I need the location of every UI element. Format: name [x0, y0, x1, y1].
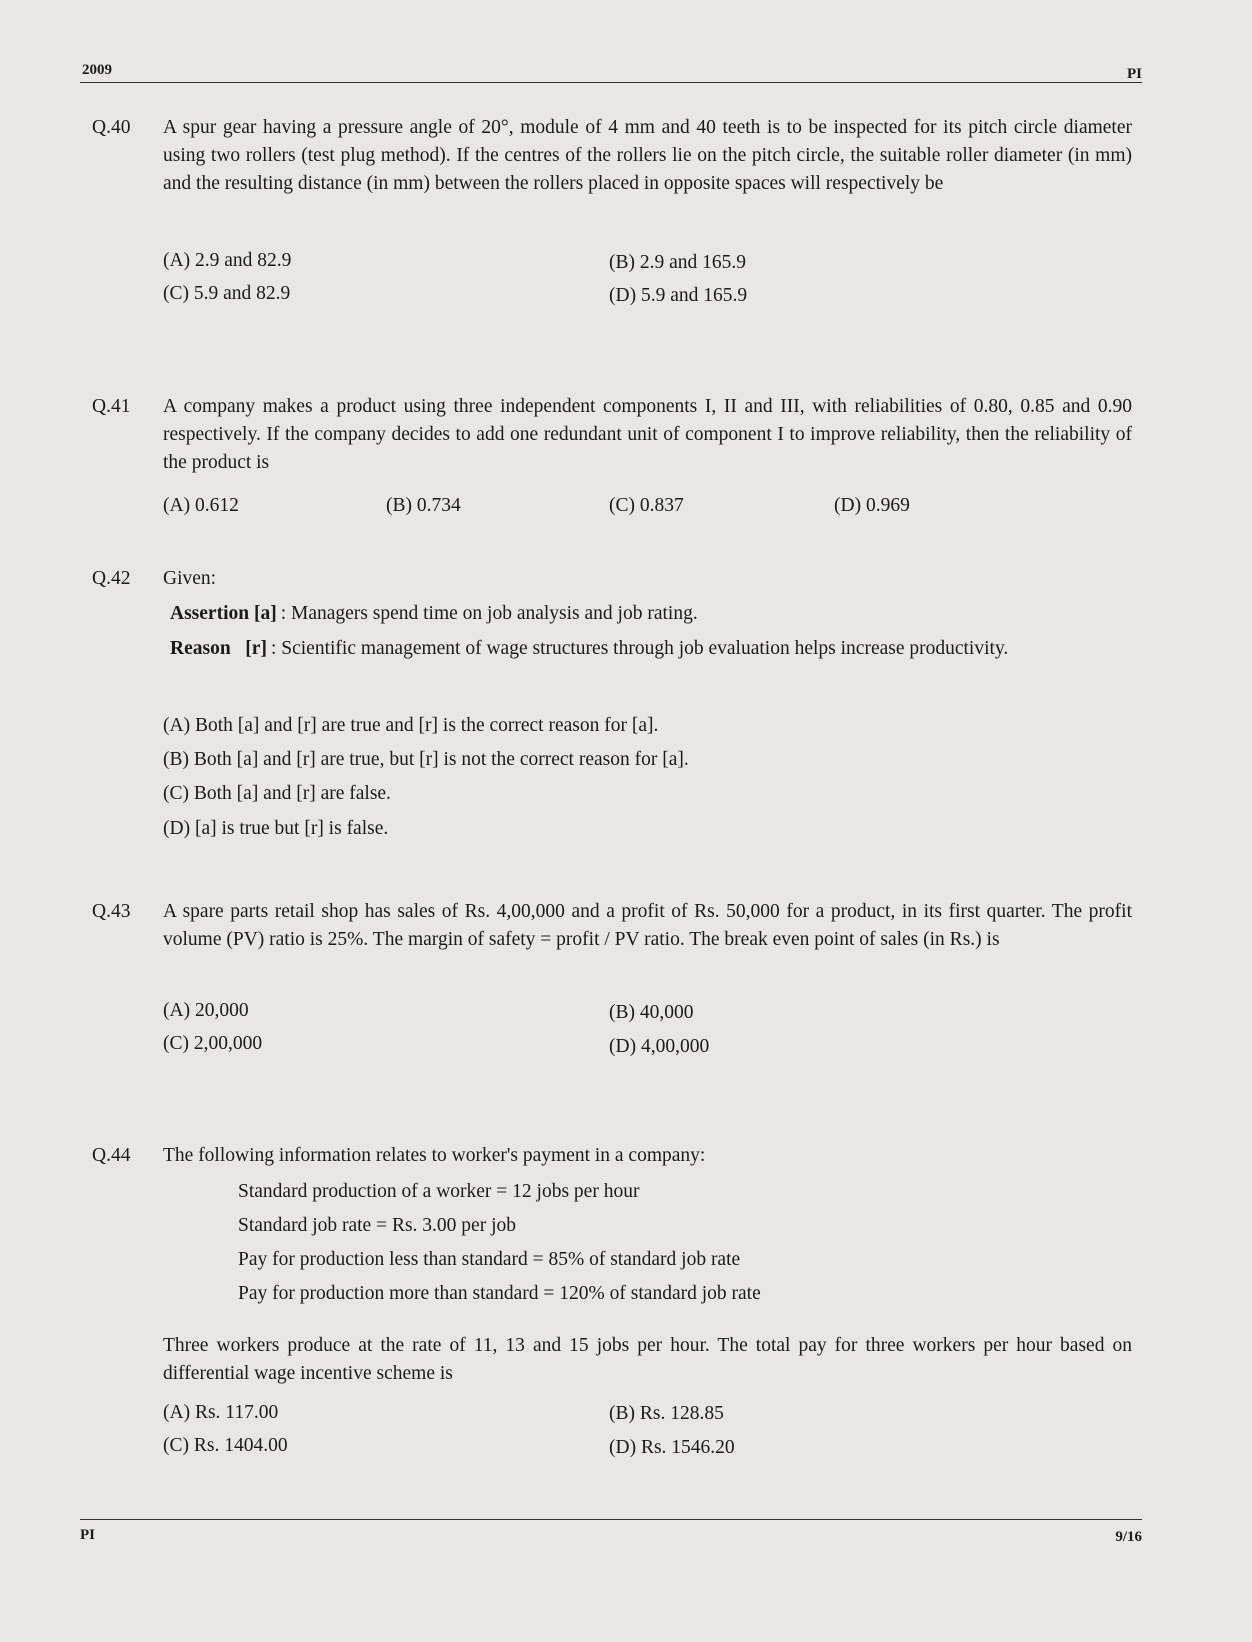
- footer-rule: [80, 1519, 1142, 1520]
- assertion-label: Assertion [a]: [170, 603, 277, 624]
- question-text: A company makes a product using three independent components I, II and III, with reliabilities of 0.80, 0.85 and 0.90 respectively. If the company decides to add one redundant unit of component I to improve reliability, then the reliability of the product is: [163, 396, 1132, 473]
- question-44-facts: [92, 1178, 1132, 1308]
- question-number: Q.42: [92, 568, 131, 589]
- question-text: Given:: [163, 568, 217, 589]
- question-41: [92, 393, 1132, 477]
- question-text: Three workers produce at the rate of 11, 13 and 15 jobs per hour. The total pay for three workers per hour based on differential wage incentive scheme is: [163, 1335, 1132, 1384]
- option-c: (C) Rs. 1404.00: [163, 1435, 288, 1456]
- assertion-text: : Managers spend time on job analysis and job rating.: [280, 603, 698, 624]
- header-year: 2009: [82, 62, 112, 78]
- question-44-body: [92, 1332, 1132, 1388]
- option-c: (C) 0.837: [609, 495, 684, 516]
- question-44: [92, 1142, 1132, 1170]
- page-number: 9/16: [1115, 1529, 1142, 1545]
- question-text: The following information relates to worker's payment in a company:: [163, 1145, 706, 1166]
- fact-line: Standard production of a worker = 12 jobs per hour: [238, 1181, 640, 1202]
- option-a: (A) Rs. 117.00: [163, 1402, 279, 1423]
- question-number: Q.43: [92, 901, 131, 922]
- question-number: Q.41: [92, 396, 131, 417]
- question-number: Q.44: [92, 1145, 131, 1166]
- question-text: A spur gear having a pressure angle of 20°, module of 4 mm and 40 teeth is to be inspected for its pitch circle diameter using two rollers (test plug method). If the centres of the rollers lie on the pitch circle, the suitable roller diameter (in mm) and the resulting distance (in mm) between the rollers placed in opposite spaces will respectively be: [163, 117, 1132, 194]
- header-paper-code: PI: [1127, 66, 1142, 82]
- option-a: (A) 0.612: [163, 495, 239, 516]
- option-a: (A) 20,000: [163, 1000, 249, 1021]
- option-d: (D) 0.969: [834, 495, 910, 516]
- header-rule: [80, 82, 1142, 83]
- fact-line: Pay for production less than standard = 85% of standard job rate: [238, 1249, 741, 1270]
- reason-label: Reason [r]: [170, 638, 267, 659]
- option-c: (C) 2,00,000: [163, 1033, 263, 1054]
- option-d: (D) 5.9 and 165.9: [609, 285, 748, 306]
- option-a: (A) 2.9 and 82.9: [163, 250, 292, 271]
- footer-paper-code: PI: [80, 1527, 95, 1543]
- option-d: (D) [a] is true but [r] is false.: [163, 818, 389, 839]
- fact-line: Pay for production more than standard = 120% of standard job rate: [238, 1283, 761, 1304]
- question-43: [92, 898, 1132, 954]
- option-b: (B) Rs. 128.85: [609, 1403, 724, 1424]
- fact-line: Standard job rate = Rs. 3.00 per job: [238, 1215, 516, 1236]
- option-b: (B) 40,000: [609, 1002, 694, 1023]
- question-text: A spare parts retail shop has sales of Rs. 4,00,000 and a profit of Rs. 50,000 for a product, in its first quarter. The profit volume (PV) ratio is 25%. The margin of safety = profit / PV ratio. The break even point of sales (in Rs.) is: [163, 901, 1132, 950]
- option-b: (B) 0.734: [386, 495, 461, 516]
- question-number: Q.40: [92, 117, 131, 138]
- option-a: (A) Both [a] and [r] are true and [r] is the correct reason for [a].: [163, 715, 659, 736]
- reason: [92, 635, 1132, 663]
- reason-text: : Scientific management of wage structures through job evaluation helps increase productivity.: [270, 638, 1009, 659]
- question-40: [92, 114, 1132, 198]
- question-42: [92, 565, 1132, 593]
- assertion: [92, 600, 1132, 628]
- option-d: (D) Rs. 1546.20: [609, 1437, 735, 1458]
- option-d: (D) 4,00,000: [609, 1036, 710, 1057]
- option-c: (C) 5.9 and 82.9: [163, 283, 291, 304]
- option-c: (C) Both [a] and [r] are false.: [163, 783, 391, 804]
- option-b: (B) 2.9 and 165.9: [609, 252, 747, 273]
- option-b: (B) Both [a] and [r] are true, but [r] is not the correct reason for [a].: [163, 749, 689, 770]
